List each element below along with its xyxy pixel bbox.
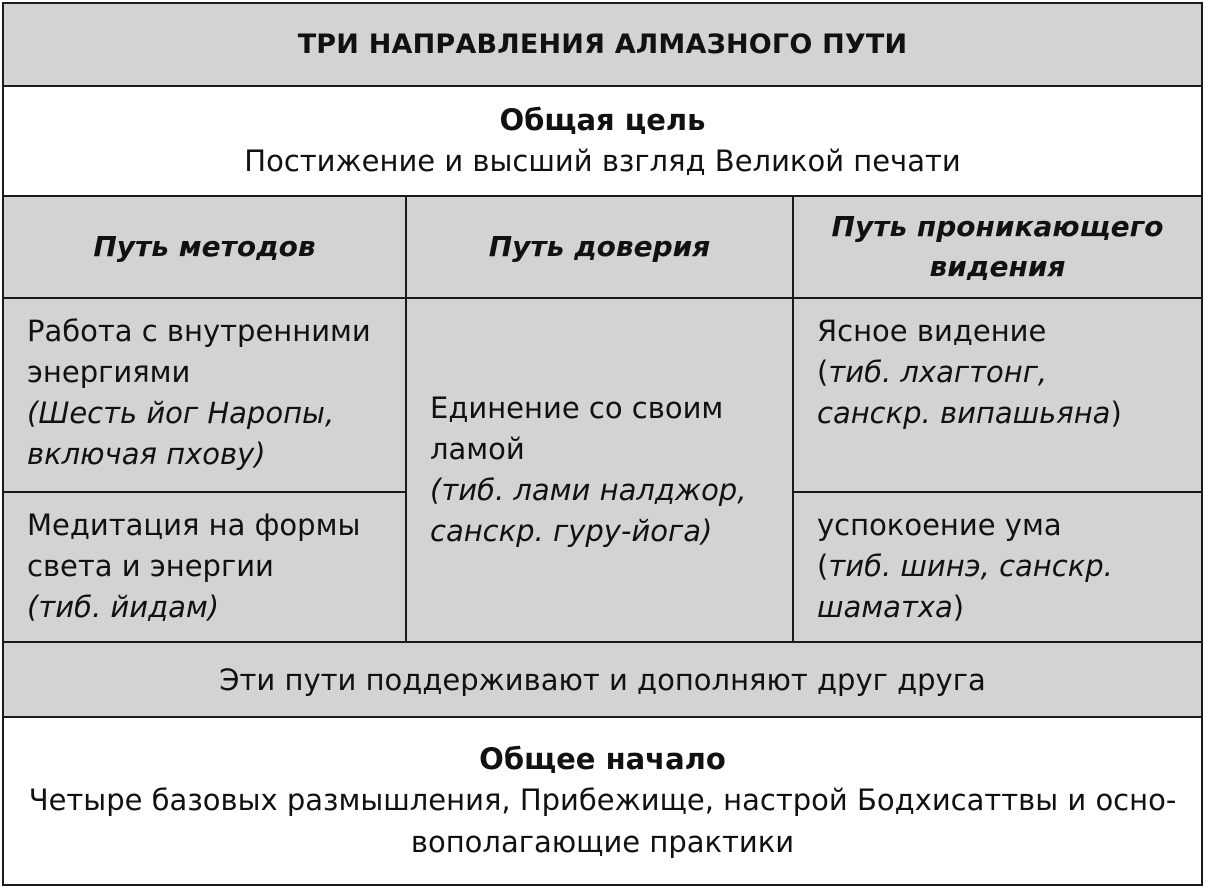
cell-note: включая пхову) [27,437,266,471]
cell-note: санскр. гуру-йога) [430,514,713,548]
cell-note-line [817,393,1201,434]
support-note: Эти пути поддерживают и дополняют друг друга [219,662,986,697]
cell-text: Единение со своим [430,391,724,425]
cell-note: санскр. випашьяна [817,396,1111,430]
paths-block [4,197,1201,641]
cell-note: (тиб. йидам) [27,590,220,624]
cell-text: света и энергии [27,549,274,583]
cell-note: тиб. шинэ, санскр. [828,549,1113,583]
insight-cell-vipashyana [794,299,1201,491]
paren-close: ) [1110,396,1122,430]
goal-text: Постижение и высший взгляд Великой печати [244,144,961,178]
cell-text: успокоение ума [817,508,1062,542]
cell-text: Работа с внутренними [27,314,371,348]
paren-open: ( [817,549,829,583]
start-text-line1: Четыре базовых размышления, Прибежище, настрой Бодхисаттвы и осно- [28,783,1177,817]
paths-table [2,2,1203,886]
cell-note: тиб. лхагтонг, [828,355,1048,389]
goal-row [4,87,1201,195]
column-header-methods: Путь методов [93,230,316,263]
goal-heading: Общая цель [499,103,706,137]
trust-cell-guru-yoga [407,299,792,641]
divider [405,197,407,641]
cell-text: Медитация на формы [27,508,361,542]
cell-note-line [817,546,1201,587]
cell-note: (тиб. лами налджор, [430,473,747,507]
methods-cell-energies [4,299,405,491]
cell-note-line [817,587,1201,628]
cell-text: энергиями [27,355,191,389]
insight-cell-shamatha [794,493,1201,641]
table-title-row [4,4,1201,85]
start-text-line2: вополагающие практики [410,825,795,859]
support-note-row [4,643,1201,716]
paren-close: ) [952,590,965,624]
column-header-trust: Путь доверия [488,230,711,263]
column-header-insight: Путь проникающего видения [831,210,1164,283]
cell-note-line [817,352,1201,393]
cell-note: (Шесть йог Наропы, [27,396,335,430]
cell-text: ламой [430,432,525,466]
table-title: ТРИ НАПРАВЛЕНИЯ АЛМАЗНОГО ПУТИ [297,29,908,60]
methods-cell-yidam [4,493,405,641]
start-row [4,718,1201,884]
cell-note: шаматха [817,590,953,624]
divider [794,491,1201,493]
cell-text: Ясное видение [817,314,1047,348]
divider [4,491,405,493]
paren-open: ( [817,355,829,389]
divider [792,197,794,641]
start-heading: Общее начало [479,742,726,776]
